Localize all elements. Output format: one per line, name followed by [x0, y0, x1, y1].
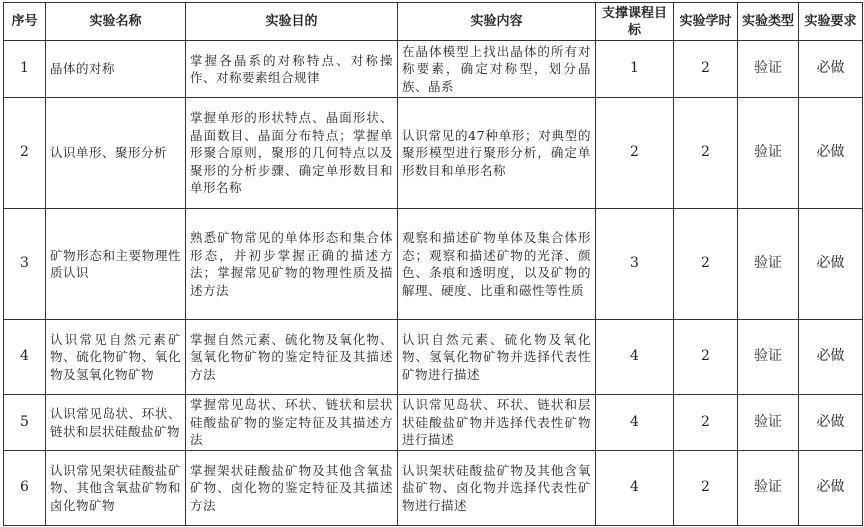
experiment-hours: 2 [674, 41, 738, 98]
table-row [4, 451, 863, 526]
header-name: 实验名称 [46, 3, 186, 41]
course-goal: 4 [596, 320, 674, 395]
header-goal: 支撑课程目标 [596, 3, 674, 41]
experiment-purpose: 掌握常见岛状、环状、链状和层状硅酸盐矿物的鉴定特征及其描述方法 [186, 395, 398, 451]
experiment-hours: 2 [674, 98, 738, 209]
table-row [4, 41, 863, 98]
experiment-type: 验证 [738, 98, 799, 209]
experiment-name: 认识单形、聚形分析 [46, 98, 186, 209]
course-goal: 4 [596, 395, 674, 451]
experiment-type: 验证 [738, 395, 799, 451]
experiment-content: 观察和描述矿物单体及集合体形态；观察和描述矿物的光泽、颜色、条痕和透明度，以及矿物的解理、硬度、比重和磁性等性质 [398, 209, 596, 320]
experiment-requirement: 必做 [799, 451, 863, 526]
experiment-content: 认识自然元素、硫化物及氧化物、氢氧化物矿物并选择代表性矿物进行描述 [398, 320, 596, 395]
table-row [4, 320, 863, 395]
course-goal: 4 [596, 451, 674, 526]
header-hours: 实验学时 [674, 3, 738, 41]
experiment-type: 验证 [738, 451, 799, 526]
experiment-purpose: 掌握单形的形状特点、晶面形状、晶面数目、晶面分布特点；掌握单形聚合原则，聚形的几何特点以及聚形的分析步骤、确定单形数目和单形名称 [186, 98, 398, 209]
row-number: 6 [4, 451, 46, 526]
experiment-content: 在晶体模型上找出晶体的所有对称要素，确定对称型，划分晶族、晶系 [398, 41, 596, 98]
experiment-hours: 2 [674, 395, 738, 451]
experiment-name: 认识常见架状硅酸盐矿物、其他含氧盐矿物和卤化物矿物 [46, 451, 186, 526]
row-number: 1 [4, 41, 46, 98]
experiment-requirement: 必做 [799, 395, 863, 451]
row-number: 4 [4, 320, 46, 395]
header-type: 实验类型 [738, 3, 799, 41]
header-no: 序号 [4, 3, 46, 41]
experiment-hours: 2 [674, 451, 738, 526]
experiment-content: 认识架状硅酸盐矿物及其他含氧盐矿物、卤化物并选择代表性矿物进行描述 [398, 451, 596, 526]
experiment-requirement: 必做 [799, 41, 863, 98]
row-number: 3 [4, 209, 46, 320]
experiment-requirement: 必做 [799, 320, 863, 395]
experiment-type: 验证 [738, 209, 799, 320]
row-number: 2 [4, 98, 46, 209]
experiment-purpose: 熟悉矿物常见的单体形态和集合体形态，并初步掌握正确的描述方法；掌握常见矿物的物理性质及描述方法 [186, 209, 398, 320]
experiment-type: 验证 [738, 320, 799, 395]
experiment-hours: 2 [674, 320, 738, 395]
experiment-purpose: 掌握各晶系的对称特点、对称操作、对称要素组合规律 [186, 41, 398, 98]
experiment-requirement: 必做 [799, 209, 863, 320]
experiment-type: 验证 [738, 41, 799, 98]
experiment-hours: 2 [674, 209, 738, 320]
experiment-name: 晶体的对称 [46, 41, 186, 98]
header-requirement: 实验要求 [799, 3, 863, 41]
experiment-requirement: 必做 [799, 98, 863, 209]
experiment-content: 认识常见的47种单形；对典型的聚形模型进行聚形分析，确定单形数目和单形名称 [398, 98, 596, 209]
course-goal: 1 [596, 41, 674, 98]
experiment-name: 认识常见岛状、环状、链状和层状硅酸盐矿物 [46, 395, 186, 451]
experiment-purpose: 掌握架状硅酸盐矿物及其他含氧盐矿物、卤化物的鉴定特征及其描述方法 [186, 451, 398, 526]
header-content: 实验内容 [398, 3, 596, 41]
experiment-table [3, 2, 863, 526]
experiment-content: 认识常见岛状、环状、链状和层状硅酸盐矿物并选择代表性矿物进行描述 [398, 395, 596, 451]
experiment-name: 矿物形态和主要物理性质认识 [46, 209, 186, 320]
table-row [4, 98, 863, 209]
row-number: 5 [4, 395, 46, 451]
header-row [4, 3, 863, 41]
header-purpose: 实验目的 [186, 3, 398, 41]
course-goal: 3 [596, 209, 674, 320]
experiment-purpose: 掌握自然元素、硫化物及氧化物、氢氧化物矿物的鉴定特征及其描述方法 [186, 320, 398, 395]
course-goal: 2 [596, 98, 674, 209]
table-row [4, 209, 863, 320]
table-row [4, 395, 863, 451]
experiment-name: 认识常见自然元素矿物、硫化物矿物、氧化物及氢氧化物矿物 [46, 320, 186, 395]
